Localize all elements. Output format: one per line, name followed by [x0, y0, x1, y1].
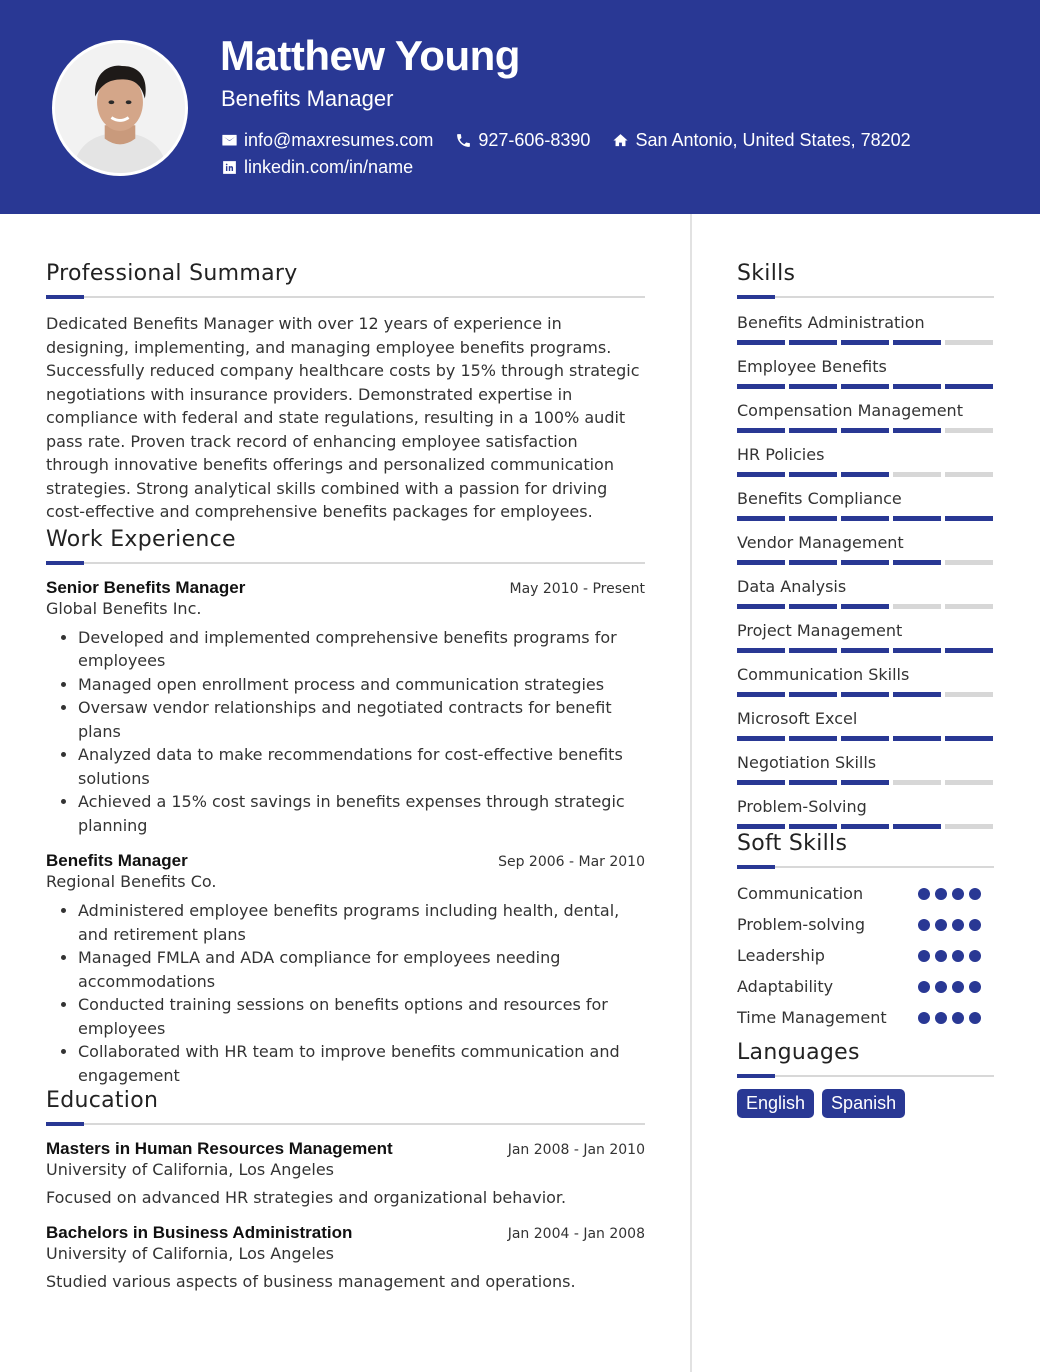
section-title: Soft Skills [737, 831, 848, 856]
skill-item [737, 708, 994, 741]
skill-level-bar [737, 384, 994, 389]
job-bullet: • Managed FMLA and ADA compliance for employees needing accommodations [78, 946, 645, 993]
skill-level-segment [737, 472, 785, 477]
section-title: Education [46, 1088, 159, 1113]
skill-level-segment [945, 780, 993, 785]
skill-name: Microsoft Excel [737, 709, 858, 728]
profile-photo [52, 40, 188, 176]
rating-dot [918, 1012, 930, 1024]
skill-level-segment [841, 604, 889, 609]
job-title: Benefits Manager [46, 851, 188, 870]
skill-level-segment [893, 472, 941, 477]
job-header [46, 578, 645, 598]
skill-item [737, 400, 994, 433]
job-bullet: • Administered employee benefits programs including health, dental, and retirement plans [78, 899, 645, 946]
skill-level-segment [893, 384, 941, 389]
skill-level-segment [789, 648, 837, 653]
skill-name: Problem-Solving [737, 797, 867, 816]
skill-level-segment [945, 560, 993, 565]
phone-text: 927-606-8390 [478, 130, 591, 150]
job-bullets [46, 626, 645, 838]
soft-skill-item [737, 882, 994, 905]
skill-level-segment [841, 824, 889, 829]
skill-name: HR Policies [737, 445, 825, 464]
education-entry [46, 1139, 645, 1209]
soft-skill-rating [918, 981, 994, 993]
candidate-role: Benefits Manager [221, 86, 394, 111]
education-date: Jan 2008 - Jan 2010 [507, 1142, 645, 1158]
skill-level-bar [737, 692, 994, 697]
skill-level-segment [841, 692, 889, 697]
skill-level-segment [841, 472, 889, 477]
skill-level-segment [945, 428, 993, 433]
language-badge: English [737, 1089, 814, 1118]
rating-dot [952, 919, 964, 931]
rating-dot [969, 888, 981, 900]
soft-skill-name: Communication [737, 884, 864, 903]
skill-item [737, 620, 994, 653]
skill-name: Communication Skills [737, 665, 910, 684]
skill-level-segment [945, 648, 993, 653]
language-badge: Spanish [822, 1089, 905, 1118]
education-list [46, 1139, 645, 1293]
job-bullet: • Oversaw vendor relationships and negotiated contracts for benefit plans [78, 696, 645, 743]
soft-skill-rating [918, 888, 994, 900]
skill-level-bar [737, 736, 994, 741]
skill-level-segment [789, 560, 837, 565]
job-bullet: • Conducted training sessions on benefits options and resources for employees [78, 993, 645, 1040]
school-name: University of California, Los Angeles [46, 1160, 335, 1179]
rating-dot [935, 981, 947, 993]
skill-level-segment [737, 516, 785, 521]
section-title: Skills [737, 261, 796, 286]
email-text: info@maxresumes.com [244, 130, 434, 150]
skill-level-segment [945, 472, 993, 477]
rating-dot [952, 981, 964, 993]
language-list [737, 1089, 994, 1118]
degree-title: Bachelors in Business Administration [46, 1223, 353, 1242]
envelope-icon [221, 132, 238, 149]
soft-skill-item [737, 975, 994, 998]
skill-level-segment [789, 516, 837, 521]
rating-dot [918, 981, 930, 993]
skill-item [737, 532, 994, 565]
skill-name: Benefits Administration [737, 313, 925, 332]
skill-level-segment [737, 692, 785, 697]
experience-section [46, 524, 645, 1088]
soft-skill-item [737, 913, 994, 936]
linkedin-icon [221, 159, 238, 176]
skill-level-bar [737, 340, 994, 345]
job-bullet: • Collaborated with HR team to improve benefits communication and engagement [78, 1040, 645, 1087]
skill-level-segment [893, 340, 941, 345]
skill-level-segment [789, 340, 837, 345]
skill-list [737, 312, 994, 829]
rating-dot [935, 1012, 947, 1024]
home-icon [612, 132, 629, 149]
skill-level-segment [737, 604, 785, 609]
summary-section [46, 258, 645, 524]
skill-level-segment [945, 340, 993, 345]
rating-dot [935, 919, 947, 931]
skill-level-segment [945, 824, 993, 829]
header-banner [0, 0, 1040, 214]
soft-skill-item [737, 944, 994, 967]
skill-level-segment [737, 648, 785, 653]
job-bullet: • Developed and implemented comprehensive benefits programs for employees [78, 626, 645, 673]
rating-dot [935, 950, 947, 962]
job-entry [46, 851, 645, 1087]
job-bullet: • Managed open enrollment process and communication strategies [78, 673, 645, 697]
skill-item [737, 796, 994, 829]
job-company: Regional Benefits Co. [46, 872, 217, 891]
skill-level-segment [841, 516, 889, 521]
skill-level-segment [737, 340, 785, 345]
skill-level-bar [737, 604, 994, 609]
section-title: Languages [737, 1040, 860, 1065]
skill-level-bar [737, 648, 994, 653]
skill-level-segment [737, 736, 785, 741]
skill-name: Employee Benefits [737, 357, 887, 376]
languages-section [737, 1037, 994, 1118]
rating-dot [918, 919, 930, 931]
education-description: Focused on advanced HR strategies and organizational behavior. [46, 1188, 567, 1207]
skill-level-segment [893, 516, 941, 521]
rating-dot [952, 888, 964, 900]
job-header [46, 851, 645, 871]
soft-skill-rating [918, 950, 994, 962]
skill-item [737, 356, 994, 389]
skill-level-segment [945, 604, 993, 609]
location-text: San Antonio, United States, 78202 [635, 130, 911, 150]
skill-level-segment [945, 384, 993, 389]
skill-level-bar [737, 560, 994, 565]
soft-skill-name: Adaptability [737, 977, 834, 996]
skill-name: Compensation Management [737, 401, 963, 420]
rating-dot [969, 1012, 981, 1024]
section-rule [737, 866, 994, 868]
main-column [46, 258, 645, 1307]
rating-dot [969, 950, 981, 962]
column-divider [690, 214, 692, 1372]
skill-level-segment [893, 560, 941, 565]
skill-level-segment [789, 780, 837, 785]
skill-name: Data Analysis [737, 577, 847, 596]
section-title: Work Experience [46, 526, 236, 552]
skill-level-segment [841, 560, 889, 565]
education-date: Jan 2004 - Jan 2008 [507, 1226, 645, 1242]
rating-dot [969, 981, 981, 993]
degree-title: Masters in Human Resources Management [46, 1139, 393, 1158]
contact-row-2 [221, 157, 435, 178]
job-entry [46, 578, 645, 838]
job-date: May 2010 - Present [509, 580, 645, 597]
rating-dot [935, 888, 947, 900]
skills-section [737, 258, 994, 829]
contact-location [612, 130, 910, 151]
soft-skills-section [737, 828, 994, 1029]
rating-dot [918, 888, 930, 900]
job-bullets [46, 899, 645, 1087]
linkedin-text: linkedin.com/in/name [244, 157, 414, 177]
rating-dot [918, 950, 930, 962]
summary-text: Dedicated Benefits Manager with over 12 years of experience in designing, implementing, and managing employee benefits programs. Successfully reduced company healthcare costs by 15% through strategic negotiations with insurance providers. Demonstrated expertise in compliance with federal and state regulations, resulting in a 100% audit pass rate. Proven track record of enhancing employee satisfaction through innovative benefits offerings and personalized communication strategies. Strong analytical skills combined with a passion for driving cost-effective and comprehensive benefits packages for employees. [46, 314, 640, 521]
skill-level-segment [737, 560, 785, 565]
skill-level-segment [737, 384, 785, 389]
job-company: Global Benefits Inc. [46, 598, 202, 618]
skill-name: Negotiation Skills [737, 753, 877, 772]
skill-name: Benefits Compliance [737, 489, 902, 508]
skill-name: Project Management [737, 621, 903, 640]
skill-level-segment [893, 736, 941, 741]
rating-dot [952, 1012, 964, 1024]
skill-item [737, 444, 994, 477]
school-name: University of California, Los Angeles [46, 1244, 335, 1263]
education-section [46, 1085, 645, 1293]
job-date: Sep 2006 - Mar 2010 [498, 854, 645, 870]
skill-level-segment [893, 648, 941, 653]
phone-icon [455, 132, 472, 149]
rating-dot [969, 919, 981, 931]
section-rule [46, 1123, 645, 1125]
job-list [46, 578, 645, 1088]
section-rule [737, 1075, 994, 1077]
skill-item [737, 576, 994, 609]
job-bullet: • Analyzed data to make recommendations for cost-effective benefits solutions [78, 743, 645, 790]
skill-level-segment [945, 692, 993, 697]
contact-linkedin[interactable] [221, 157, 413, 178]
skill-level-segment [893, 604, 941, 609]
skill-name: Vendor Management [737, 533, 904, 552]
skill-level-segment [789, 428, 837, 433]
job-bullet: • Achieved a 15% cost savings in benefits expenses through strategic planning [78, 790, 645, 837]
skill-level-segment [737, 428, 785, 433]
skill-level-segment [841, 428, 889, 433]
sidebar-column [737, 258, 994, 1118]
skill-level-segment [789, 384, 837, 389]
skill-level-segment [841, 780, 889, 785]
skill-level-bar [737, 428, 994, 433]
skill-level-bar [737, 472, 994, 477]
candidate-name: Matthew Young [220, 32, 520, 79]
soft-skill-name: Problem-solving [737, 915, 865, 934]
skill-level-segment [893, 692, 941, 697]
skill-level-segment [789, 472, 837, 477]
soft-skill-rating [918, 1012, 994, 1024]
soft-skill-rating [918, 919, 994, 931]
section-rule [46, 562, 645, 564]
rating-dot [952, 950, 964, 962]
skill-item [737, 488, 994, 521]
skill-item [737, 312, 994, 345]
skill-level-segment [841, 648, 889, 653]
section-rule [737, 296, 994, 298]
skill-level-segment [945, 736, 993, 741]
section-rule [46, 296, 645, 298]
skill-level-segment [789, 736, 837, 741]
skill-level-bar [737, 516, 994, 521]
skill-level-segment [893, 780, 941, 785]
education-description: Studied various aspects of business management and operations. [46, 1272, 576, 1291]
soft-skill-list [737, 882, 994, 1029]
skill-level-segment [789, 692, 837, 697]
section-title: Professional Summary [46, 261, 298, 286]
skill-item [737, 664, 994, 697]
skill-item [737, 752, 994, 785]
skill-level-segment [789, 604, 837, 609]
job-title: Senior Benefits Manager [46, 577, 246, 597]
skill-level-segment [893, 824, 941, 829]
skill-level-segment [841, 384, 889, 389]
skill-level-bar [737, 780, 994, 785]
skill-level-segment [893, 428, 941, 433]
skill-level-segment [737, 780, 785, 785]
person-portrait-icon [55, 43, 185, 173]
contact-row [221, 130, 933, 151]
skill-level-segment [841, 736, 889, 741]
contact-email[interactable] [221, 130, 433, 151]
contact-phone[interactable] [455, 130, 590, 151]
education-header [46, 1223, 645, 1243]
skill-level-segment [841, 340, 889, 345]
soft-skill-name: Time Management [737, 1008, 887, 1027]
soft-skill-item [737, 1006, 994, 1029]
education-header [46, 1139, 645, 1159]
skill-level-segment [945, 516, 993, 521]
soft-skill-name: Leadership [737, 946, 825, 965]
education-entry [46, 1223, 645, 1293]
